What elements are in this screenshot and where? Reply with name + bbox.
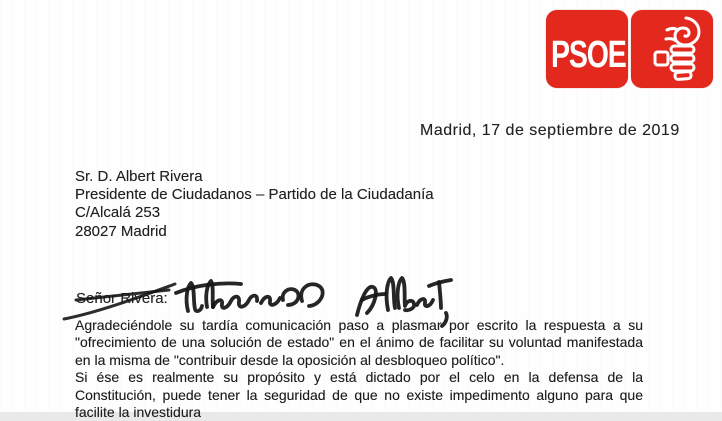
psoe-emblem-block	[631, 10, 713, 88]
psoe-wordmark-block	[546, 10, 628, 88]
recipient-street: C/Alcalá 253	[75, 204, 161, 222]
body-line: "ofrecimiento de una solución de estado" en el ánimo de facilitar su voluntad manifestada	[75, 334, 643, 351]
recipient-title: Presidente de Ciudadanos – Partido de la Ciudadanía	[75, 186, 434, 204]
body-line-clipped: facilite la investidura	[75, 404, 202, 421]
salutation-typed: Señor Rivera:	[76, 290, 168, 307]
letter-body	[75, 317, 643, 421]
recipient-city: 28027 Madrid	[75, 222, 167, 240]
body-line: Constitución, puede tener la seguridad de que no existe impedimento alguno para que	[75, 386, 643, 403]
fist-and-rose-icon	[631, 10, 713, 88]
psoe-logo	[546, 10, 713, 88]
body-line: Agradeciéndole su tardía comunicación paso a plasmar por escrito la respuesta a su	[75, 317, 643, 333]
recipient-address	[75, 168, 434, 241]
body-line: en la misma de "contribuir desde la oposición al desbloqueo político".	[75, 351, 505, 368]
date-line: Madrid, 17 de septiembre de 2019	[420, 122, 680, 139]
body-line: Si ése es realmente su propósito y está dictado por el celo en la defensa de la	[75, 369, 643, 386]
psoe-wordmark: PSOE	[551, 34, 626, 76]
recipient-name: Sr. D. Albert Rivera	[75, 168, 203, 185]
